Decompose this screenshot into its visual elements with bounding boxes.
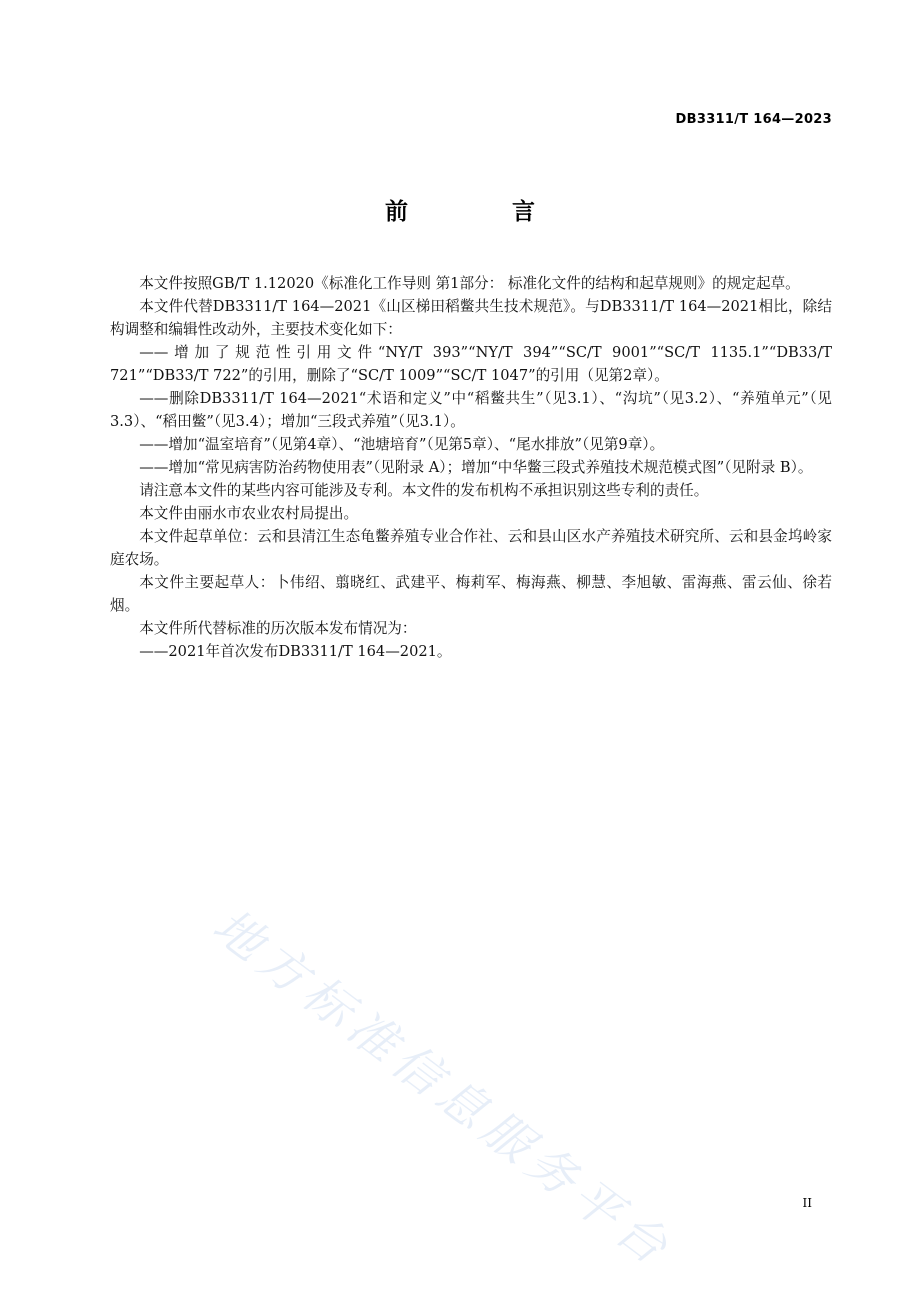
watermark: 地方标准信息服务平台 [202,897,684,1280]
paragraph: 本文件由丽水市农业农村局提出。 [139,505,359,522]
list-item: ——增加了规范性引用文件“NY/T 393”“NY/T 394”“SC/T 9001”“SC/T 1135.1”“DB33/T 721”“DB33/T 722”的引用，删除了“SC/T 1009”“SC/T 1047”的引用（见第2章）。 [110,344,832,384]
list-item: ——增加“常见病害防治药物使用表”（见附录 A）；增加“中华鳖三段式养殖技术规范模式图”（见附录 B）。 [139,459,813,476]
list-item: ——增加“温室培育”（见第4章）、“池塘培育”（见第5章）、“尾水排放”（见第9章）。 [139,436,665,453]
paragraph: 本文件起草单位：云和县清江生态龟鳖养殖专业合作社、云和县山区水产养殖技术研究所、云和县金坞岭家庭农场。 [110,528,832,568]
foreword-body [110,272,832,663]
list-item: ——2021年首次发布DB3311/T 164—2021。 [139,643,452,660]
paragraph: 本文件按照GB/T 1.12020《标准化工作导则 第1部分： 标准化文件的结构和起草规则》的规定起草。 [139,275,800,292]
paragraph: 本文件代替DB3311/T 164—2021《山区梯田稻鳖共生技术规范》。与DB3311/T 164—2021相比，除结构调整和编辑性改动外，主要技术变化如下： [110,298,832,338]
document-code: DB3311/T 164—2023 [675,112,832,127]
paragraph: 本文件主要起草人：卜伟绍、翦晓红、武建平、梅莉军、梅海燕、柳慧、李旭敏、雷海燕、雷云仙、徐若烟。 [110,574,832,614]
paragraph: 本文件所代替标准的历次版本发布情况为： [139,620,417,637]
list-item: ——删除DB3311/T 164—2021“术语和定义”中“稻鳖共生”（见3.1）、“沟坑”（见3.2）、“养殖单元”（见3.3）、“稻田鳖”（见3.4）；增加“三段式养殖”（见3.1）。 [110,390,832,430]
paragraph: 请注意本文件的某些内容可能涉及专利。本文件的发布机构不承担识别这些专利的责任。 [139,482,709,499]
page-number: II [802,1196,812,1210]
page-title: 前 言 [384,199,583,225]
